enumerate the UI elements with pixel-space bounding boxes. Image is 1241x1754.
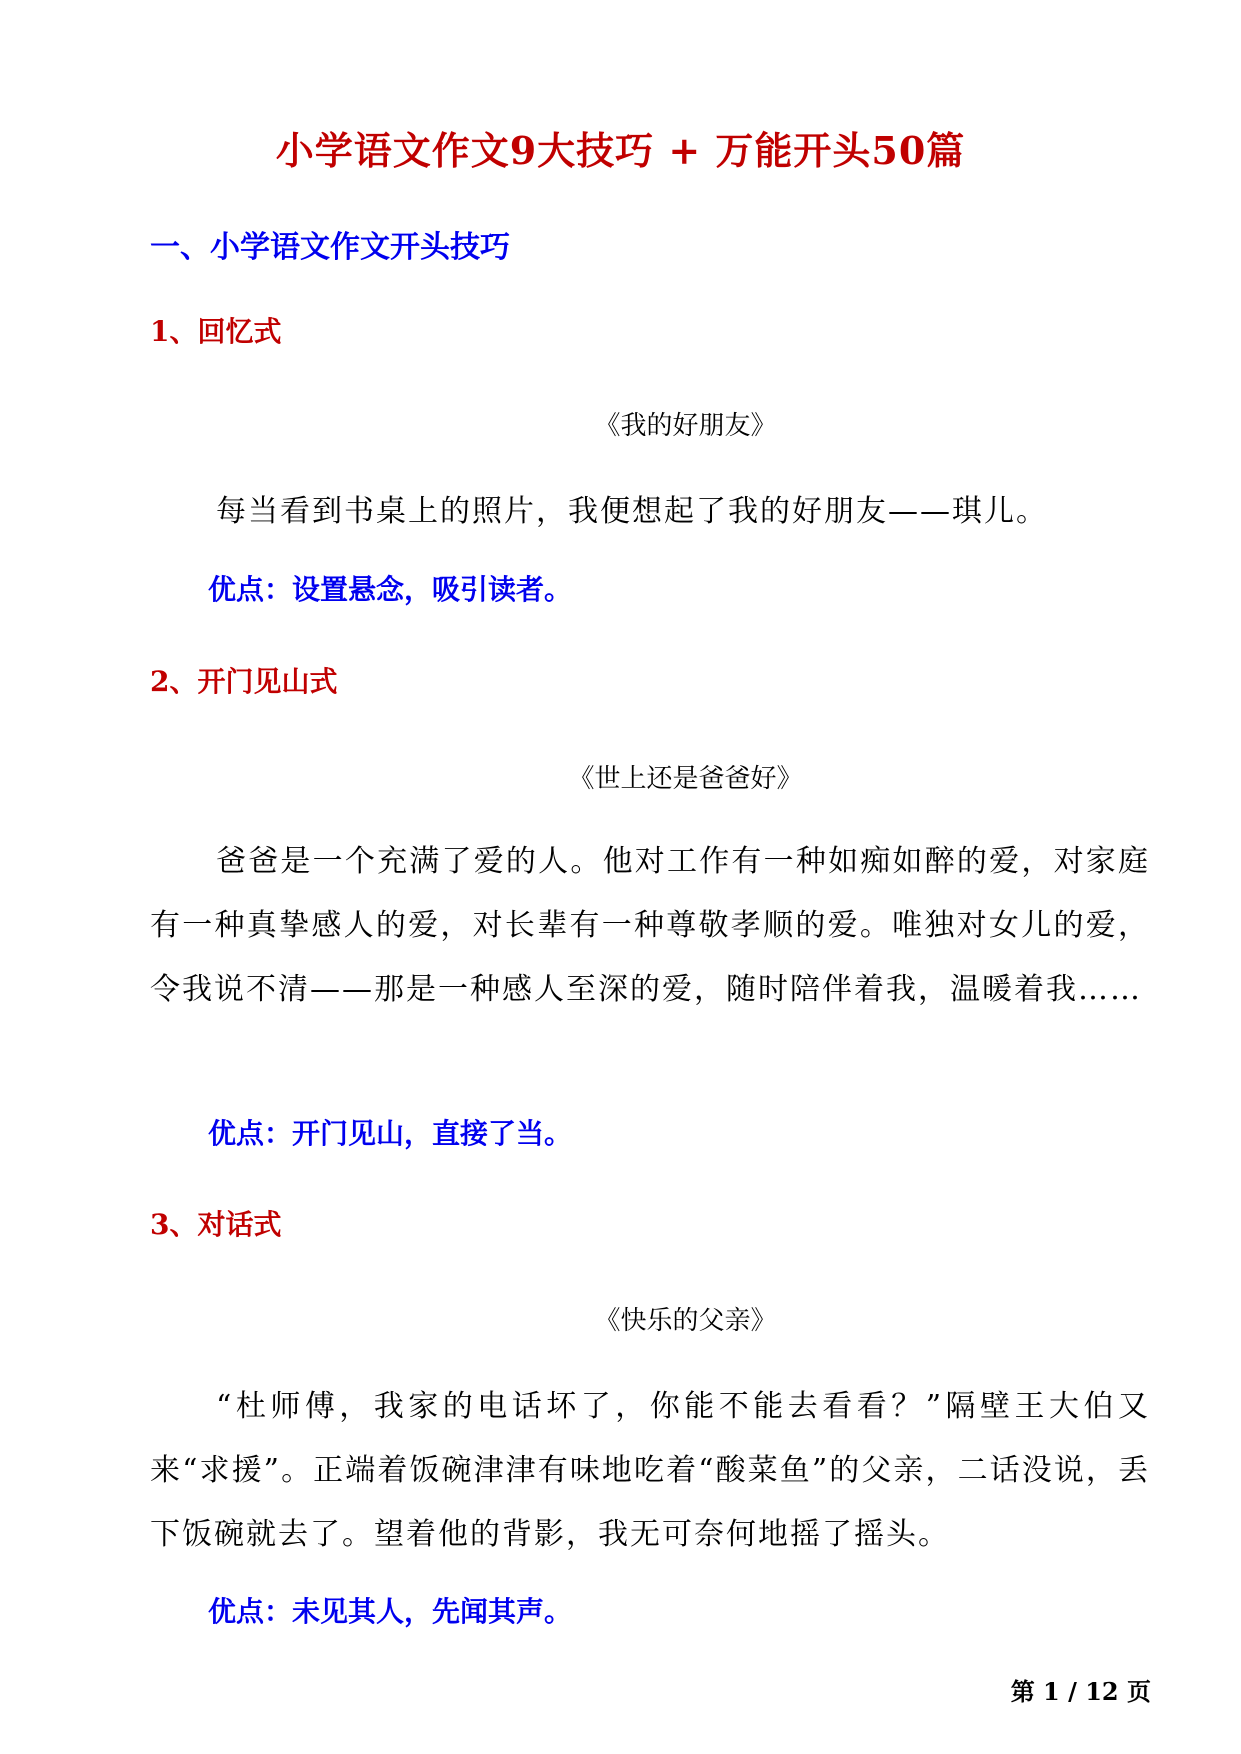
technique-heading-direct: 2、开门见山式	[150, 665, 338, 698]
essay-title-happy-father: 《快乐的父亲》	[594, 1306, 777, 1336]
technique-heading-recall: 1、回忆式	[150, 315, 282, 348]
merit-note-2: 优点：开门见山，直接了当。	[208, 1117, 573, 1150]
technique-heading-dialogue: 3、对话式	[150, 1208, 282, 1241]
merit-note-3: 优点：未见其人，先闻其声。	[208, 1595, 573, 1628]
section-heading: 一、小学语文作文开头技巧	[150, 230, 510, 265]
essay-title-dad-is-best: 《世上还是爸爸好》	[568, 764, 803, 794]
essay-title-my-good-friend: 《我的好朋友》	[594, 411, 777, 441]
essay-paragraph-1: 每当看到书桌上的照片，我便想起了我的好朋友——琪儿。	[216, 494, 1048, 529]
essay-paragraph-3: “杜师傅，我家的电话坏了，你能不能去看看？”隔壁王大伯又来“求援”。正端着饭碗津津有味地吃着“酸菜鱼”的父亲，二话没说，丢下饭碗就去了。望着他的背影，我无可奈何地摇了摇头。	[150, 1389, 1150, 1552]
merit-note-1: 优点：设置悬念，吸引读者。	[208, 573, 573, 606]
document-title: 小学语文作文9大技巧 + 万能开头50篇	[275, 128, 966, 173]
page-number: 第 1 / 12 页	[1010, 1677, 1151, 1706]
essay-paragraph-2: 爸爸是一个充满了爱的人。他对工作有一种如痴如醉的爱，对家庭有一种真挚感人的爱，对长辈有一种尊敬孝顺的爱。唯独对女儿的爱，令我说不清——那是一种感人至深的爱，随时陪伴着我，温暖着我……	[150, 844, 1150, 1007]
